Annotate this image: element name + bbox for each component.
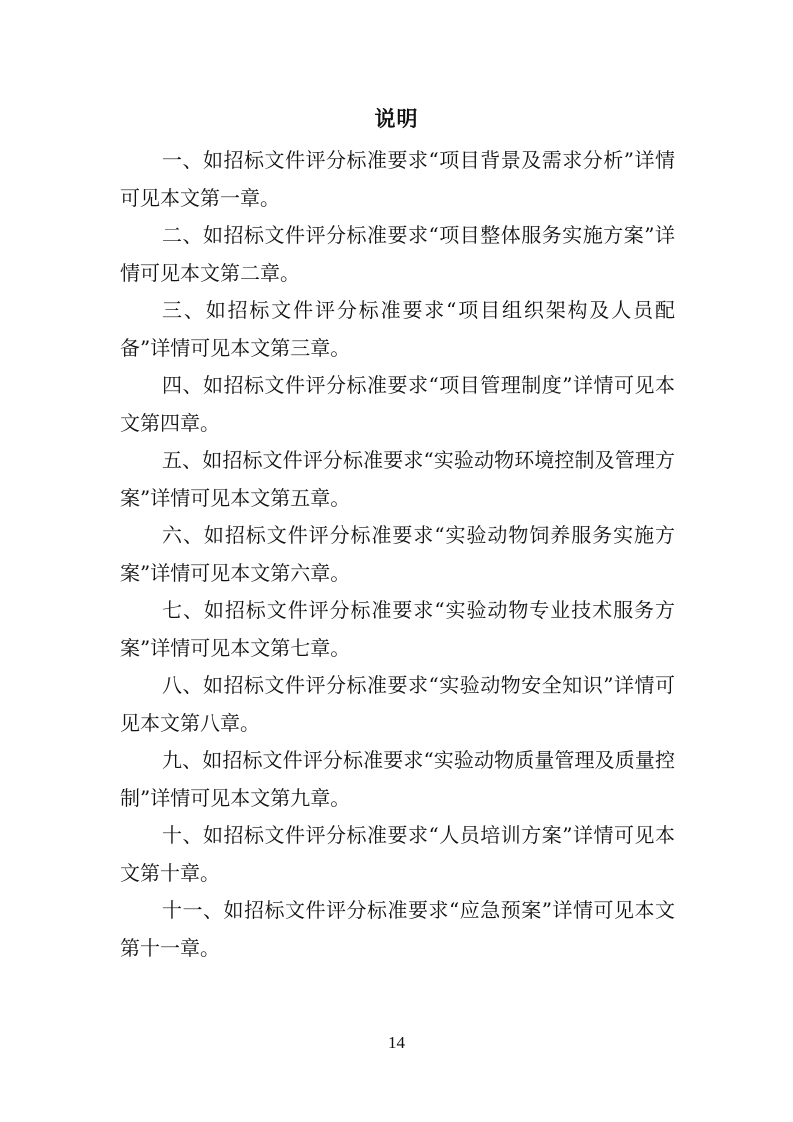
- paragraph-6: 六、如招标文件评分标准要求“实验动物饲养服务实施方案”详情可见本文第六章。: [120, 523, 675, 585]
- paragraph-4: 四、如招标文件评分标准要求“项目管理制度”详情可见本文第四章。: [120, 373, 675, 435]
- paragraph-3: 三、如招标文件评分标准要求“项目组织架构及人员配备”详情可见本文第三章。: [120, 298, 675, 360]
- document-body: [120, 142, 675, 967]
- paragraph-2: 二、如招标文件评分标准要求“项目整体服务实施方案”详情可见本文第二章。: [120, 223, 675, 285]
- paragraph-1: 一、如招标文件评分标准要求“项目背景及需求分析”详情可见本文第一章。: [120, 148, 675, 210]
- paragraph-9: 九、如招标文件评分标准要求“实验动物质量管理及质量控制”详情可见本文第九章。: [120, 748, 675, 810]
- paragraph-8: 八、如招标文件评分标准要求“实验动物安全知识”详情可见本文第八章。: [120, 673, 675, 735]
- page-title: 说明: [374, 106, 419, 131]
- paragraph-5: 五、如招标文件评分标准要求“实验动物环境控制及管理方案”详情可见本文第五章。: [120, 448, 675, 510]
- paragraph-10: 十、如招标文件评分标准要求“人员培训方案”详情可见本文第十章。: [120, 823, 675, 885]
- paragraph-11: 十一、如招标文件评分标准要求“应急预案”详情可见本文第十一章。: [120, 898, 675, 960]
- paragraph-7: 七、如招标文件评分标准要求“实验动物专业技术服务方案”详情可见本文第七章。: [120, 598, 675, 660]
- page-number: 14: [388, 1033, 405, 1052]
